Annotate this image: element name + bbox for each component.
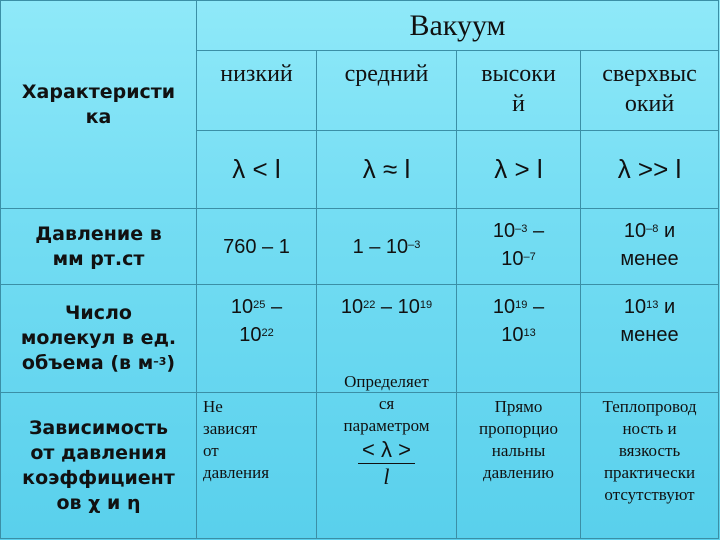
category-high-label-2: й (512, 91, 525, 117)
molecules-high-exp2: 13 (523, 327, 536, 339)
pressure-high (457, 209, 581, 285)
molecules-high-base1: 10 (492, 296, 516, 318)
category-ultrahigh (581, 51, 719, 131)
pressure-low-value: 760 – 1 (223, 235, 290, 258)
category-medium-label: средний (344, 61, 429, 87)
molecules-high-exp1: 19 (515, 299, 528, 311)
pressure-ultrahigh-exp: –8 (646, 223, 659, 235)
dependence-high-1: Прямо (494, 397, 543, 416)
molecules-ultrahigh-and: и (658, 296, 676, 318)
category-high (457, 51, 581, 131)
ratio-denominator: l (383, 464, 390, 489)
pressure-medium (317, 209, 457, 285)
molecules-high-dash: – (527, 296, 545, 318)
pressure-high-dash: – (527, 220, 545, 242)
row-dependence-label-2: от давления (30, 441, 167, 464)
dependence-ultrahigh (581, 393, 719, 539)
row-pressure-label-2: мм рт.ст (52, 247, 145, 270)
molecules-medium-base2: – 10 (375, 296, 420, 318)
molecules-high-base2: 10 (501, 324, 524, 346)
molecules-ultrahigh-exp: 13 (646, 299, 659, 311)
dependence-ultrahigh-2: ность и (622, 419, 677, 438)
dependence-ultrahigh-3: вязкость (618, 441, 681, 460)
ratio-numerator: < λ > (358, 439, 415, 464)
condition-high: λ > l (457, 131, 581, 209)
header-characteristic (1, 1, 197, 209)
dependence-low-3: от (203, 441, 219, 460)
pressure-ultrahigh (581, 209, 719, 285)
dependence-high-4: давлению (483, 463, 554, 482)
pressure-ultrahigh-less: менее (620, 248, 679, 270)
dependence-high (457, 393, 581, 539)
category-medium (317, 51, 457, 131)
row-pressure-label-1: Давление в (35, 222, 162, 245)
row-dependence-label (1, 393, 197, 539)
molecules-low-exp2: 22 (261, 327, 274, 339)
category-high-label-1: высоки (481, 61, 556, 87)
pressure-high-exp2: –7 (523, 251, 536, 263)
molecules-ultrahigh (581, 285, 719, 393)
dependence-high-2: пропорцио (479, 419, 558, 438)
pressure-high-exp1: –3 (515, 223, 528, 235)
category-ultrahigh-label-1: сверхвыс (602, 61, 697, 87)
row-molecules-label-exp: –3 (153, 355, 167, 368)
pressure-medium-value: 1 – 10 (352, 235, 409, 258)
molecules-medium-exp1: 22 (363, 299, 376, 311)
molecules-low-exp1: 25 (253, 299, 266, 311)
row-dependence-label-4: ов χ и η (56, 491, 141, 514)
mean-free-path-ratio (358, 439, 415, 488)
molecules-low-base1: 10 (230, 296, 254, 318)
dependence-low (197, 393, 317, 539)
pressure-medium-exp: –3 (408, 238, 421, 251)
header-vacuum: Вакуум (197, 1, 719, 51)
row-dependence-label-1: Зависимость (28, 416, 169, 439)
molecules-low-dash: – (265, 296, 283, 318)
pressure-high-base1: 10 (492, 220, 516, 242)
dependence-ultrahigh-1: Теплопровод (602, 397, 697, 416)
pressure-low (197, 209, 317, 285)
category-ultrahigh-label-2: окий (624, 91, 675, 117)
category-low-label: низкий (220, 61, 293, 87)
dependence-medium-2: ся (378, 394, 395, 413)
molecules-ultrahigh-less: менее (620, 324, 679, 346)
row-molecules-label-1: Число (65, 302, 132, 324)
molecules-medium-base1: 10 (340, 296, 364, 318)
dependence-low-1: Не (203, 397, 223, 416)
row-molecules-label-3: объема (в м (21, 352, 154, 374)
molecules-low-base2: 10 (239, 324, 262, 346)
dependence-medium (317, 372, 457, 539)
dependence-ultrahigh-4: практически (603, 463, 696, 482)
pressure-high-base2: 10 (501, 248, 524, 270)
molecules-ultrahigh-base: 10 (623, 296, 647, 318)
header-characteristic-line1: Характеристи (21, 80, 176, 103)
molecules-low (197, 285, 317, 393)
pressure-ultrahigh-base: 10 (623, 220, 647, 242)
dependence-low-2: зависят (203, 419, 258, 438)
molecules-medium-exp2: 19 (419, 299, 433, 311)
dependence-medium-3: параметром (343, 416, 430, 435)
dependence-medium-1: Определяет (344, 372, 429, 391)
condition-medium: λ ≈ l (317, 131, 457, 209)
dependence-high-3: нальны (491, 441, 546, 460)
row-dependence-label-3: коэффициент (22, 466, 175, 489)
row-molecules-label-2: молекул в ед. (20, 327, 177, 349)
row-molecules-label-tail: ) (166, 352, 176, 374)
pressure-ultrahigh-and: и (658, 220, 676, 242)
dependence-ultrahigh-5: отсутствуют (604, 485, 695, 504)
molecules-high (457, 285, 581, 393)
dependence-low-4: давления (203, 463, 270, 482)
row-pressure-label (1, 209, 197, 285)
header-characteristic-line2: ка (85, 105, 112, 128)
category-low (197, 51, 317, 131)
row-molecules-label (1, 285, 197, 393)
condition-low: λ < l (197, 131, 317, 209)
condition-ultrahigh: λ >> l (581, 131, 719, 209)
